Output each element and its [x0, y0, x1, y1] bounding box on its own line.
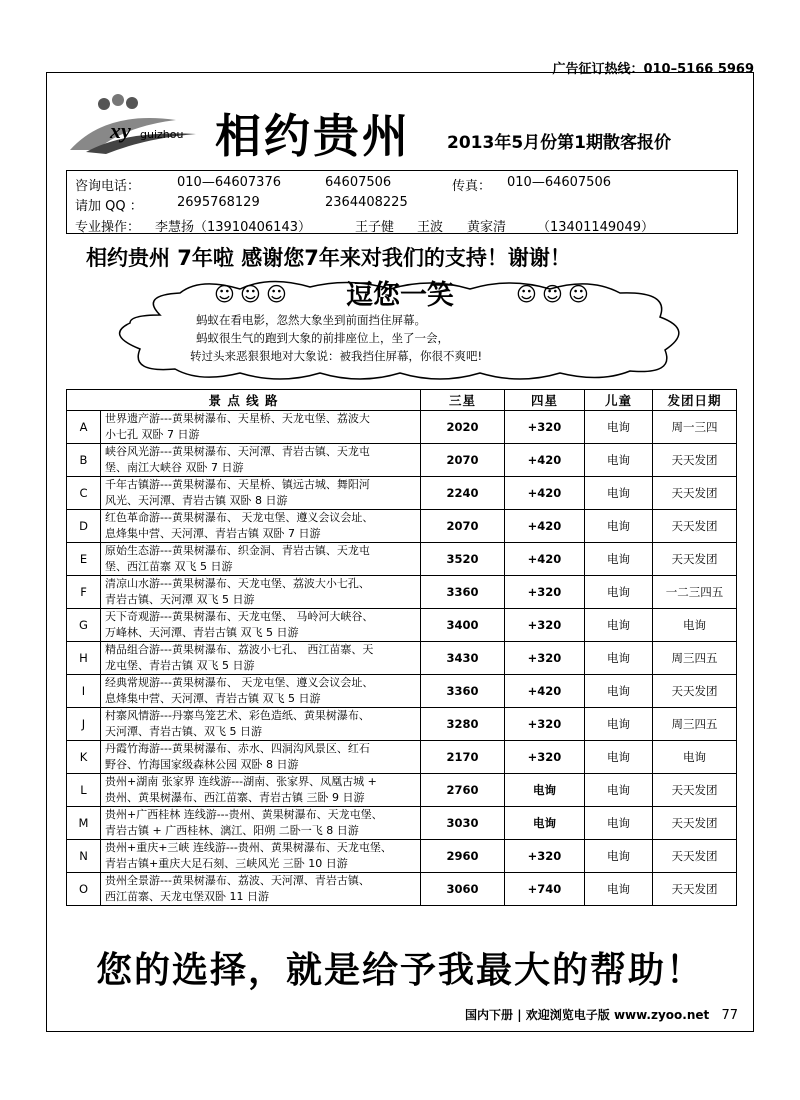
route-line: 丹霞竹海游---黄果树瀑布、赤水、四洞沟风景区、红石 [105, 742, 370, 755]
footer-section: 国内下册 [464, 1008, 513, 1022]
row-id: N [67, 840, 101, 873]
ad-hotline: 广告征订热线：010–5166 5969 [552, 62, 754, 77]
table-row [67, 642, 737, 675]
row-route [101, 576, 421, 609]
row-child: 电询 [585, 873, 653, 906]
page-subtitle: 2013年5月份第1期散客报价 [447, 133, 671, 153]
row-route [101, 873, 421, 906]
phone-1: 010—64607376 [177, 175, 281, 190]
row-three-star: 2020 [421, 411, 505, 444]
row-four-star: +420 [505, 675, 585, 708]
row-id: J [67, 708, 101, 741]
price-table [66, 389, 737, 906]
brand-logo [66, 90, 206, 160]
row-child: 电询 [585, 576, 653, 609]
table-header-row [67, 390, 737, 411]
route-line: 经典常规游---黄果树瀑布、 天龙屯堡、遵义会议会址、 [105, 676, 374, 689]
route-line: 西江苗寨、天龙屯堡双卧 11 日游 [105, 890, 269, 903]
row-date: 天天发团 [653, 675, 737, 708]
row-three-star: 3520 [421, 543, 505, 576]
row-four-star: 电询 [505, 807, 585, 840]
route-line: 堡、南江大峡谷 双卧 7 日游 [105, 461, 244, 474]
row-date: 周三四五 [653, 642, 737, 675]
fax-label: 传真： [452, 179, 492, 194]
footer [465, 1006, 738, 1023]
row-three-star: 2170 [421, 741, 505, 774]
qq-label: 请加 QQ ： [75, 199, 143, 214]
route-line: 青岩古镇+重庆大足石刻、三峡风光 三卧 10 日游 [105, 857, 348, 870]
operator-4-phone: （13401149049） [537, 220, 654, 235]
smile-face-icon: ☺ [240, 282, 261, 306]
operator-2: 王子健 [355, 220, 395, 235]
row-three-star: 3400 [421, 609, 505, 642]
row-date: 天天发团 [653, 873, 737, 906]
route-line: 息烽集中营、天河潭、青岩古镇 双卧 7 日游 [105, 527, 321, 540]
row-date: 天天发团 [653, 840, 737, 873]
brand-text: xy [110, 118, 131, 143]
table-row [67, 543, 737, 576]
route-line: 青岩古镇 + 广西桂林、漓江、阳朔 二卧一飞 8 日游 [105, 824, 359, 837]
row-route [101, 675, 421, 708]
table-row [67, 510, 737, 543]
smile-face-icon: ☺ [266, 282, 287, 306]
row-date: 电询 [653, 609, 737, 642]
row-four-star: +320 [505, 741, 585, 774]
joke-line: 蚂蚁很生气的跑到大象的前排座位上，坐了一会， [196, 331, 449, 345]
row-child: 电询 [585, 642, 653, 675]
row-id: E [67, 543, 101, 576]
header-date: 发团日期 [653, 390, 737, 411]
table-row [67, 477, 737, 510]
row-four-star: +740 [505, 873, 585, 906]
row-route [101, 609, 421, 642]
route-line: 小七孔 双卧 7 日游 [105, 428, 200, 441]
row-date: 天天发团 [653, 774, 737, 807]
row-four-star: 电询 [505, 774, 585, 807]
row-date: 一二三四五 [653, 576, 737, 609]
route-line: 贵州、黄果树瀑布、西江苗寨、青岩古镇 三卧 9 日游 [105, 791, 365, 804]
row-route [101, 477, 421, 510]
row-route [101, 774, 421, 807]
route-line: 清凉山水游---黄果树瀑布、天龙屯堡、荔波大小七孔、 [105, 577, 370, 590]
row-id: H [67, 642, 101, 675]
row-id: L [67, 774, 101, 807]
row-route [101, 807, 421, 840]
joke-title: 逗您一笑 [346, 280, 454, 311]
ops-label: 专业操作： [75, 220, 141, 235]
row-route [101, 741, 421, 774]
route-line: 风光、天河潭、青岩古镇 双卧 8 日游 [105, 494, 288, 507]
row-child: 电询 [585, 675, 653, 708]
table-row [67, 411, 737, 444]
row-three-star: 3430 [421, 642, 505, 675]
row-four-star: +420 [505, 477, 585, 510]
row-route [101, 444, 421, 477]
row-route [101, 510, 421, 543]
row-three-star: 3030 [421, 807, 505, 840]
row-four-star: +320 [505, 840, 585, 873]
qq-1: 2695768129 [177, 195, 260, 210]
smile-face-icon: ☺ [568, 282, 589, 306]
row-child: 电询 [585, 741, 653, 774]
header-four-star: 四星 [505, 390, 585, 411]
row-child: 电询 [585, 807, 653, 840]
row-child: 电询 [585, 444, 653, 477]
row-three-star: 3280 [421, 708, 505, 741]
row-date: 周一三四 [653, 411, 737, 444]
row-four-star: +320 [505, 576, 585, 609]
row-id: F [67, 576, 101, 609]
row-child: 电询 [585, 411, 653, 444]
footer-site: 欢迎浏览电子版 www.zyoo.net [525, 1008, 710, 1022]
route-line: 龙屯堡、青岩古镇 双飞 5 日游 [105, 659, 255, 672]
row-three-star: 2960 [421, 840, 505, 873]
route-line: 村寨风情游---丹寨鸟笼艺术、彩色造纸、黄果树瀑布、 [105, 709, 370, 722]
smile-face-icon: ☺ [516, 282, 537, 306]
row-three-star: 3060 [421, 873, 505, 906]
row-id: A [67, 411, 101, 444]
row-route [101, 642, 421, 675]
row-four-star: +420 [505, 444, 585, 477]
row-child: 电询 [585, 774, 653, 807]
header-route: 景 点 线 路 [67, 390, 421, 411]
row-id: D [67, 510, 101, 543]
route-line: 千年古镇游---黄果树瀑布、天星桥、镇远古城、舞阳河 [105, 478, 370, 491]
route-line: 万峰林、天河潭、青岩古镇 双飞 5 日游 [105, 626, 299, 639]
fax-number: 010—64607506 [507, 175, 611, 190]
row-three-star: 2070 [421, 510, 505, 543]
row-child: 电询 [585, 708, 653, 741]
row-route [101, 708, 421, 741]
table-row [67, 840, 737, 873]
route-line: 贵州+湖南 张家界 连线游---湖南、张家界、凤凰古城 + [105, 775, 377, 788]
row-four-star: +320 [505, 609, 585, 642]
route-line: 息烽集中营、天河潭、青岩古镇 双飞 5 日游 [105, 692, 321, 705]
row-three-star: 2240 [421, 477, 505, 510]
contact-box [66, 170, 738, 234]
smile-face-icon: ☺ [542, 282, 563, 306]
row-id: C [67, 477, 101, 510]
route-line: 天河潭、青岩古镇、双飞 5 日游 [105, 725, 262, 738]
joke-line: 蚂蚁在看电影，忽然大象坐到前面挡住屏幕。 [196, 313, 426, 327]
route-line: 青岩古镇、天河潭 双飞 5 日游 [105, 593, 255, 606]
row-date: 天天发团 [653, 543, 737, 576]
table-row [67, 873, 737, 906]
route-line: 峡谷风光游---黄果树瀑布、天河潭、青岩古镇、天龙屯 [105, 445, 370, 458]
qq-2: 2364408225 [325, 195, 408, 210]
route-line: 天下奇观游---黄果树瀑布、天龙屯堡、 马岭河大峡谷、 [105, 610, 374, 623]
route-line: 贵州+广西桂林 连线游---贵州、黄果树瀑布、天龙屯堡、 [105, 808, 383, 821]
row-child: 电询 [585, 477, 653, 510]
row-id: O [67, 873, 101, 906]
table-row [67, 708, 737, 741]
operator-1: 李慧扬（13910406143） [155, 220, 311, 235]
operator-3: 王波 [417, 220, 444, 235]
phone-label: 咨询电话： [75, 179, 141, 194]
row-id: K [67, 741, 101, 774]
row-four-star: +320 [505, 642, 585, 675]
table-row [67, 609, 737, 642]
row-three-star: 2070 [421, 444, 505, 477]
row-child: 电询 [585, 609, 653, 642]
row-route [101, 411, 421, 444]
row-four-star: +320 [505, 411, 585, 444]
operator-4: 黄家清 [467, 220, 507, 235]
footer-separator: | [517, 1008, 522, 1022]
smile-face-icon: ☺ [214, 282, 235, 306]
joke-line: 转过头来恶狠狠地对大象说：被我挡住屏幕，你很不爽吧! [190, 349, 483, 363]
row-three-star: 3360 [421, 576, 505, 609]
row-date: 周三四五 [653, 708, 737, 741]
table-row [67, 741, 737, 774]
row-date: 天天发团 [653, 510, 737, 543]
route-line: 堡、西江苗寨 双飞 5 日游 [105, 560, 233, 573]
route-line: 野谷、竹海国家级森林公园 双卧 8 日游 [105, 758, 299, 771]
row-four-star: +420 [505, 543, 585, 576]
row-child: 电询 [585, 543, 653, 576]
row-date: 天天发团 [653, 807, 737, 840]
route-line: 贵州全景游---黄果树瀑布、荔波、天河潭、青岩古镇、 [105, 874, 370, 887]
header-three-star: 三星 [421, 390, 505, 411]
row-four-star: +320 [505, 708, 585, 741]
table-row [67, 774, 737, 807]
row-date: 天天发团 [653, 444, 737, 477]
page-number: 77 [721, 1008, 738, 1023]
row-date: 天天发团 [653, 477, 737, 510]
row-three-star: 2760 [421, 774, 505, 807]
slogan: 您的选择，就是给予我最大的帮助！ [95, 950, 704, 991]
table-row [67, 444, 737, 477]
brand-sub: guizhou [140, 128, 184, 141]
row-id: G [67, 609, 101, 642]
route-line: 红色革命游---黄果树瀑布、 天龙屯堡、遵义会议会址、 [105, 511, 374, 524]
row-id: M [67, 807, 101, 840]
header-child: 儿童 [585, 390, 653, 411]
table-row [67, 807, 737, 840]
page-title: 相约贵州 [215, 109, 411, 163]
row-child: 电询 [585, 510, 653, 543]
route-line: 贵州+重庆+三峡 连线游---贵州、黄果树瀑布、天龙屯堡、 [105, 841, 392, 854]
row-four-star: +420 [505, 510, 585, 543]
table-row [67, 675, 737, 708]
row-route [101, 840, 421, 873]
row-route [101, 543, 421, 576]
route-line: 世界遗产游---黄果树瀑布、天星桥、天龙屯堡、荔波大 [105, 412, 370, 425]
phone-2: 64607506 [325, 175, 392, 190]
route-line: 精品组合游---黄果树瀑布、荔波小七孔、 西江苗寨、天 [105, 643, 374, 656]
thanks-banner: 相约贵州 7年啦 感谢您7年来对我们的支持！谢谢！ [86, 246, 571, 270]
row-three-star: 3360 [421, 675, 505, 708]
route-line: 原始生态游---黄果树瀑布、织金洞、青岩古镇、天龙屯 [105, 544, 370, 557]
row-id: B [67, 444, 101, 477]
table-row [67, 576, 737, 609]
row-child: 电询 [585, 840, 653, 873]
row-id: I [67, 675, 101, 708]
row-date: 电询 [653, 741, 737, 774]
